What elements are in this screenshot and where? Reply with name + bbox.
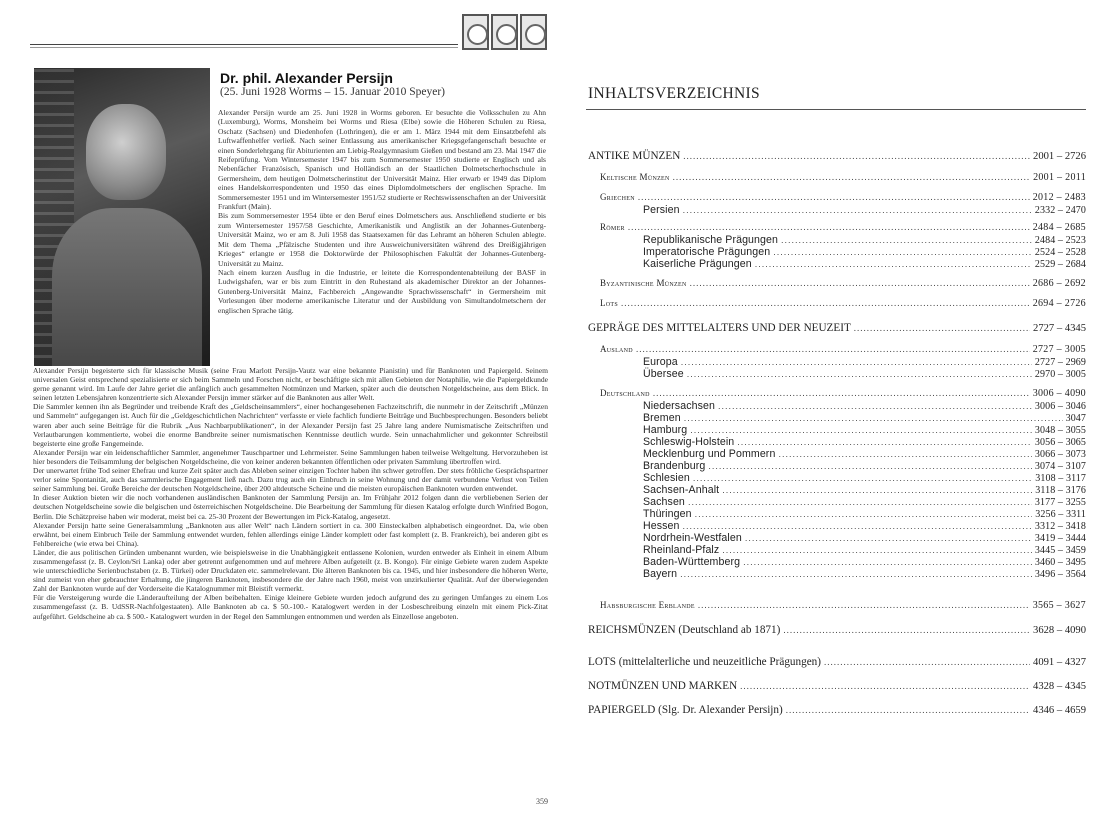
toc-entry <box>588 624 1086 636</box>
toc-entry <box>643 368 1086 380</box>
toc-entry-label: Ausland <box>600 344 633 354</box>
toc-leader-dots <box>680 569 1032 579</box>
toc-entry <box>643 356 1086 368</box>
bio-paragraph: Bis zum Sommersemester 1954 übte er den Beruf eines Dolmetschers aus. Anschließend studierte er bis zum Wintersemester 1957/58 Geschichte, Amerikanistik und Anglistik an der Johannes-Gutenberg-Universität Mainz, wo er am 8. Juli 1958 das Staatsexamen für das Lehramt an höheren Schulen ablegte. Mit dem Thema „Pfälzische Studenten und ihre Ausweichuniversitäten während des Dreißigjährigen Krieges“ erlangte er 1958 die Doktorwürde der Philosophischen Fakultät der Johannes-Gutenberg-Universität zu Mainz. <box>218 211 546 268</box>
toc-entry-label: Byzantinische Münzen <box>600 278 687 288</box>
toc-leader-dots <box>743 557 1032 567</box>
toc-entry-pages: 2694 – 2726 <box>1032 298 1086 309</box>
coin-icon <box>462 14 489 50</box>
toc-entry-pages: 3066 – 3073 <box>1034 449 1086 460</box>
toc-entry <box>600 222 1086 233</box>
portrait-head <box>86 104 166 200</box>
toc-leader-dots <box>755 259 1032 269</box>
toc-entry-label: Imperatorische Prägungen <box>643 246 771 258</box>
toc-entry-pages: 3056 – 3065 <box>1034 437 1086 448</box>
toc-leader-dots <box>722 545 1032 555</box>
toc-entry <box>600 600 1086 611</box>
bio-paragraph: Alexander Persijn war ein leidenschaftlicher Sammler, angenehmer Tauschpartner und Lehrmeister. Seine Sammlungen haben teilweise Weltgeltung. Hervorzuheben ist hier besonders die Teilsammlung der belgischen Notgeldscheine, die von keiner anderen bekannten öffentlichen oder privaten Sammlung übertroffen wird. <box>33 447 548 466</box>
toc-entry <box>600 172 1086 183</box>
biography-title: Dr. phil. Alexander Persijn <box>220 70 393 86</box>
toc-entry-pages: 2529 – 2684 <box>1034 259 1086 270</box>
toc-entry-label: ANTIKE MÜNZEN <box>588 150 681 162</box>
toc-leader-dots <box>786 705 1030 715</box>
toc-entry <box>643 204 1086 216</box>
toc-entry <box>588 680 1086 692</box>
bio-paragraph: Für die Versteigerung wurde die Länderaufteilung der Alben beibehalten. Einige kleinere Gebiete wurden jedoch aufgrund des zu geringen Umfanges zu einem Los zusammengefasst (z. B. UdSSR-Nachfolgestaaten). Alle Banknoten ab ca. $ 50.-100.- Katalogwert werden in der Losbeschreibung einzeln mit einem Pick-Zitat aufgeführt. Geldscheine ab ca. $ 500.- Katalogwert wurden in der Regel den Sammlungen entnommen und werden als Einzellose angeboten. <box>33 593 548 621</box>
toc-entry-label: Europa <box>643 356 678 368</box>
toc-entry-pages: 4346 – 4659 <box>1033 705 1086 716</box>
page-number: 359 <box>536 797 548 806</box>
toc-leader-dots <box>683 521 1032 531</box>
toc-leader-dots <box>653 388 1030 398</box>
toc-entry-pages: 3419 – 3444 <box>1034 533 1086 544</box>
toc-entry <box>588 656 1086 668</box>
toc-entry-label: Republikanische Prägungen <box>643 234 779 246</box>
portrait-body <box>52 208 202 366</box>
biography-dates: (25. Juni 1928 Worms – 15. Januar 2010 Speyer) <box>220 86 446 98</box>
toc-entry-pages: 2001 – 2011 <box>1033 172 1086 183</box>
toc-entry <box>643 246 1086 258</box>
toc-entry-label: Keltische Münzen <box>600 172 670 182</box>
toc-entry-pages: 2332 – 2470 <box>1034 205 1086 216</box>
toc-entry-pages: 3006 – 4090 <box>1032 388 1086 399</box>
toc-entry <box>643 568 1086 580</box>
toc-leader-dots <box>737 437 1032 447</box>
toc-entry-label: Römer <box>600 222 625 232</box>
coin-icon <box>520 14 547 50</box>
right-page <box>550 0 1100 815</box>
toc-entry <box>588 150 1086 162</box>
toc-entry-pages: 2686 – 2692 <box>1032 278 1086 289</box>
toc-leader-dots <box>688 497 1032 507</box>
toc-entry-pages: 3074 – 3107 <box>1034 461 1086 472</box>
toc-leader-dots <box>693 473 1032 483</box>
toc-entry-label: Kaiserliche Prägungen <box>643 258 752 270</box>
toc-entry <box>643 484 1086 496</box>
toc-entry-pages: 3118 – 3176 <box>1035 485 1086 496</box>
toc-title-rule <box>586 109 1086 110</box>
toc-entry-label: Hamburg <box>643 424 688 436</box>
toc-entry-label: Habsburgische Erblande <box>600 600 695 610</box>
toc-entry-label: Griechen <box>600 192 635 202</box>
bio-paragraph: Alexander Persijn hatte seine Generalsammlung „Banknoten aus aller Welt“ nach Ländern sortiert in ca. 300 Einsteckalben alphabetisch eingeordnet. Da, wie oben erwähnt, bei einem Einbruch Teile der Sammlung entwendet wurden, fehlen allerdings einige Länder komplett oder fast komplett (z. B. Frankreich), bei anderen gibt es Fehlbereiche (wie etwa bei China). <box>33 520 548 548</box>
toc-entry <box>643 460 1086 472</box>
toc-entry-label: Schleswig-Holstein <box>643 436 735 448</box>
toc-entry <box>588 704 1086 716</box>
toc-leader-dots <box>683 205 1032 215</box>
toc-entry-label: REICHSMÜNZEN (Deutschland ab 1871) <box>588 624 781 636</box>
toc-entry <box>643 544 1086 556</box>
toc-entry-label: Rheinland-Pfalz <box>643 544 720 556</box>
toc-entry <box>643 448 1086 460</box>
coins-logo-icon <box>462 14 547 50</box>
toc-entry-pages: 3047 <box>1065 413 1086 424</box>
toc-entry <box>643 496 1086 508</box>
toc-entry <box>600 298 1086 309</box>
toc-entry-pages: 2727 – 4345 <box>1033 323 1086 334</box>
toc-leader-dots <box>695 509 1033 519</box>
toc-entry-label: Bayern <box>643 568 678 580</box>
bio-paragraph: Die Sammler kennen ihn als Begründer und treibende Kraft des „Geldscheinsammlers“, einer hochangesehenen Fachzeitschrift, die nunmehr in der Zeitschrift „Münzen und Sammeln“ aufgegangen ist. Auch für die „Geldgeschichtlichen Nachrichten“ verfasste er viele fachlich fundierte Beiträge und Buchbesprechungen. Besonders beliebt waren aber auch seine Beiträge für die Rubrik „Aus Nachbarpublikationen“, in der Alexander Persijn fast 25 Jahre lang andere Numismatische Zeitschriften und Verlautbarungen kommentierte, wobei die enorme Bandbreite seiner numismatischen Kenntnisse deutlich wurde. Sein unnachahmlicher und gekonnter Schreibstil begeisterte eine große Fangemeinde. <box>33 402 548 448</box>
toc-leader-dots <box>621 298 1030 308</box>
toc-entry <box>643 436 1086 448</box>
toc-entry-pages: 4328 – 4345 <box>1033 681 1086 692</box>
toc-entry <box>643 556 1086 568</box>
bio-paragraph: Alexander Persijn begeisterte sich für klassische Musik (seine Frau Marlott Persijn-Vautz war eine bekannte Pianistin) und für Banknoten und Papiergeld. Seinem universalen Geist entsprechend spezialisierte er sich beim Sammeln und Forschen nicht, er beschäftigte sich mit allen Gebieten der Notaphilie, wie die Papiergeldkunde gerne genannt wird. Im Laufe der Jahre geriet die anfänglich auch gesammelten Notmünzen und Marken, später auch die deutschen Notgeldscheine, aus dem Blick. In seinen letzten Lebensjahren konzentrierte sich Alexander Persijn immer stärker auf die Banknoten aus aller Welt. <box>33 366 548 403</box>
bio-paragraph: Alexander Persijn wurde am 25. Juni 1928 in Worms geboren. Er besuchte die Volksschulen zu Ahn (Luxemburg), Worms, Monsheim bei Worms und Riesa (Elbe) sowie die Höheren Schulen zu Riesa, Oschatz (Sachsen) und Diedenhofen (Lothringen), die er am 1. März 1944 mit dem Einsatzbefehl als Luftwaffenhelfer verließ. Nach seiner Entlassung aus amerikanischer Kriegsgefangenschaft besuchte er einen Sonderlehrgang für Abiturienten am Liebig-Realgymnasium Gießen und bestand am 23. Mai 1947 die Reifeprüfung. Vom Wintersemester 1947 bis zum Sommersemester 1950 studierte er Englisch und als Nebenfächer Französisch, Spanisch und Holländisch an der Staatlichen Dolmetscherhochschule in Germersheim, dem heutigen Dolmetscherinstitut der Universität Mainz. Hier erwarb er 1949 das Diplom eines Handelskorrespondenten und 1950 das eines Diplomdolmetschers der englischen Sprache. Im Sommersemester 1951 und im Wintersemester 1951/52 studierte er Rechtswissenschaften an der Universität Frankfurt (Main). <box>218 108 546 212</box>
toc-entry-pages: 3628 – 4090 <box>1033 625 1086 636</box>
bio-paragraph: Der unerwartet frühe Tod seiner Ehefrau und kurze Zeit später auch das Ableben seiner einzigen Tochter haben ihn schwer getroffen. Der stets fröhliche Gesprächspartner verlor seine Spontanität, auch das sammlerische Engagement ließ nach. Dazu trug auch ein Einbruch in seine Wohnung und der damit verbundene Verlust von Teilen seiner Sammlung bei. Große Bereiche der deutschen Notgeldscheine, über 200 altdeutsche Scheine und die meisten europäischen Banknoten wurden entwendet. <box>33 466 548 494</box>
toc-leader-dots <box>745 533 1032 543</box>
toc-entry <box>600 278 1086 289</box>
toc-leader-dots <box>628 222 1030 232</box>
toc-leader-dots <box>638 192 1030 202</box>
toc-entry-pages: 3565 – 3627 <box>1032 600 1086 611</box>
toc-entry-label: Schlesien <box>643 472 690 484</box>
toc-leader-dots <box>690 278 1030 288</box>
biography-text-top <box>218 108 546 315</box>
toc-entry-label: Bremen <box>643 412 681 424</box>
header-rule-secondary <box>30 47 458 48</box>
header-rule <box>30 44 458 45</box>
toc-entry-pages: 4091 – 4327 <box>1033 657 1086 668</box>
toc-entry-pages: 3256 – 3311 <box>1035 509 1086 520</box>
toc-entry-label: Niedersachsen <box>643 400 715 412</box>
toc-leader-dots <box>636 344 1030 354</box>
toc-leader-dots <box>740 681 1030 691</box>
toc-entry-pages: 2727 – 2969 <box>1034 357 1086 368</box>
toc-entry-pages: 3006 – 3046 <box>1034 401 1086 412</box>
toc-entry-pages: 3460 – 3495 <box>1034 557 1086 568</box>
toc-leader-dots <box>773 247 1032 257</box>
toc-entry-label: Lots <box>600 298 619 308</box>
toc-entry-label: PAPIERGELD (Slg. Dr. Alexander Persijn) <box>588 704 783 716</box>
toc-entry-label: GEPRÄGE DES MITTELALTERS UND DER NEUZEIT <box>588 322 851 334</box>
toc-entry-pages: 3445 – 3459 <box>1034 545 1086 556</box>
bio-paragraph: Nach einem kurzen Ausflug in die Industrie, er leitete die Korrespondentenabteilung der BASF in Ludwigshafen, war er bis zum Eintritt in den Ruhestand als akademischer Direktor an der Johannes-Gutenberg-Universität Mainz, Fachbereich „Angewandte Sprachwissenschaft“ in Germersheim mit Vorlesungen über moderne amerikanische Literatur und der Ausbildung von Simultandolmetschern der englischen Sprache tätig. <box>218 267 546 315</box>
toc-leader-dots <box>783 625 1030 635</box>
toc-entry-label: Übersee <box>643 368 684 380</box>
coin-icon <box>491 14 518 50</box>
toc-entry <box>600 192 1086 203</box>
toc-entry <box>643 400 1086 412</box>
toc-entry <box>643 520 1086 532</box>
toc-entry-label: Baden-Württemberg <box>643 556 741 568</box>
toc-entry <box>643 472 1086 484</box>
toc-leader-dots <box>824 657 1030 667</box>
toc-entry-pages: 2484 – 2523 <box>1034 235 1086 246</box>
toc-leader-dots <box>718 401 1032 411</box>
toc-entry-pages: 3177 – 3255 <box>1034 497 1086 508</box>
toc-entry-label: Nordrhein-Westfalen <box>643 532 742 544</box>
toc-leader-dots <box>687 369 1032 379</box>
toc-title: INHALTSVERZEICHNIS <box>588 85 760 102</box>
toc-leader-dots <box>781 235 1032 245</box>
toc-entry-label: Brandenburg <box>643 460 706 472</box>
toc-leader-dots <box>673 172 1030 182</box>
toc-entry <box>643 258 1086 270</box>
toc-entry <box>643 424 1086 436</box>
toc-leader-dots <box>698 600 1030 610</box>
toc-entry-label: NOTMÜNZEN UND MARKEN <box>588 680 738 692</box>
toc-entry-pages: 2727 – 3005 <box>1032 344 1086 355</box>
toc-leader-dots <box>684 413 1063 423</box>
bio-paragraph: Länder, die aus politischen Gründen umbenannt wurden, wie beispielsweise in die Unabhängigkeit entlassene Kolonien, wurden entweder als Einheit in einem Album zusammengefasst (z. B. Ceylon/Sri Lanka) oder aber getrennt aufgenommen und auf mehrere Alben aufgeteilt (z. B. Kongo). Für einige Gebiete waren zudem Aspekte wie unterschiedliche Serienbuchstaben (z. B. Türkei) oder Druckdaten etc. sammelrelevant. Die älteren Banknoten bis ca. 1945, und hier insbesondere die höheren Werte, sind zumeist von eher gebrauchter Erhaltung, die jüngeren Banknoten, insbesondere die der Jahre nach 1960, meist von unzirkulierter Qualität. Auf der überwiegenden Zahl der Banknoten wurde auf der Vorderseite die Katalognummer mit Bleistift vermerkt. <box>33 547 548 594</box>
toc-entry-label: Persien <box>643 204 680 216</box>
toc-entry-label: Hessen <box>643 520 680 532</box>
toc-leader-dots <box>854 323 1030 333</box>
toc-entry-pages: 2484 – 2685 <box>1032 222 1086 233</box>
toc-entry-pages: 2012 – 2483 <box>1032 192 1086 203</box>
toc-entry-pages: 3312 – 3418 <box>1034 521 1086 532</box>
toc-leader-dots <box>683 151 1030 161</box>
toc-entry-label: LOTS (mittelalterliche und neuzeitliche Prägungen) <box>588 656 821 668</box>
toc-entry-label: Sachsen-Anhalt <box>643 484 720 496</box>
toc-entry-pages: 2524 – 2528 <box>1034 247 1086 258</box>
toc-entry-pages: 3108 – 3117 <box>1035 473 1086 484</box>
toc-entry-pages: 2001 – 2726 <box>1033 151 1086 162</box>
toc-entry-label: Deutschland <box>600 388 650 398</box>
toc-entry-pages: 3496 – 3564 <box>1034 569 1086 580</box>
toc-entry-label: Thüringen <box>643 508 692 520</box>
biography-text-bottom <box>33 366 548 621</box>
toc-entry <box>643 234 1086 246</box>
portrait-photo <box>34 68 210 366</box>
toc-entry <box>643 412 1086 424</box>
toc-entry <box>643 532 1086 544</box>
toc-entry <box>600 344 1086 355</box>
toc-entry <box>643 508 1086 520</box>
toc-entry-pages: 3048 – 3055 <box>1034 425 1086 436</box>
toc-entry <box>600 388 1086 399</box>
toc-leader-dots <box>722 485 1032 495</box>
toc-entry <box>588 322 1086 334</box>
toc-leader-dots <box>690 425 1032 435</box>
bio-paragraph: In dieser Auktion bieten wir die noch vorhandenen ausländischen Banknoten der Sammlung Persijn an. Im Frühjahr 2012 folgen dann die verbliebenen Serien der deutschen Notgeldscheine sowie die belgischen und österreichischen Notgeldscheine. Die Bearbeitung der Sammlung für diesen Katalog erfolgte durch Winfried Bogon, Berlin. Die Schätzpreise haben wir moderat, meist bei ca. 25-30 Prozent der Bewertungen im Pick-Katalog, angesetzt. <box>33 493 548 521</box>
toc-leader-dots <box>708 461 1032 471</box>
toc-entry-pages: 2970 – 3005 <box>1034 369 1086 380</box>
toc-entry-label: Sachsen <box>643 496 685 508</box>
toc-entry-label: Mecklenburg und Pommern <box>643 448 776 460</box>
toc-leader-dots <box>681 357 1032 367</box>
toc-leader-dots <box>778 449 1031 459</box>
